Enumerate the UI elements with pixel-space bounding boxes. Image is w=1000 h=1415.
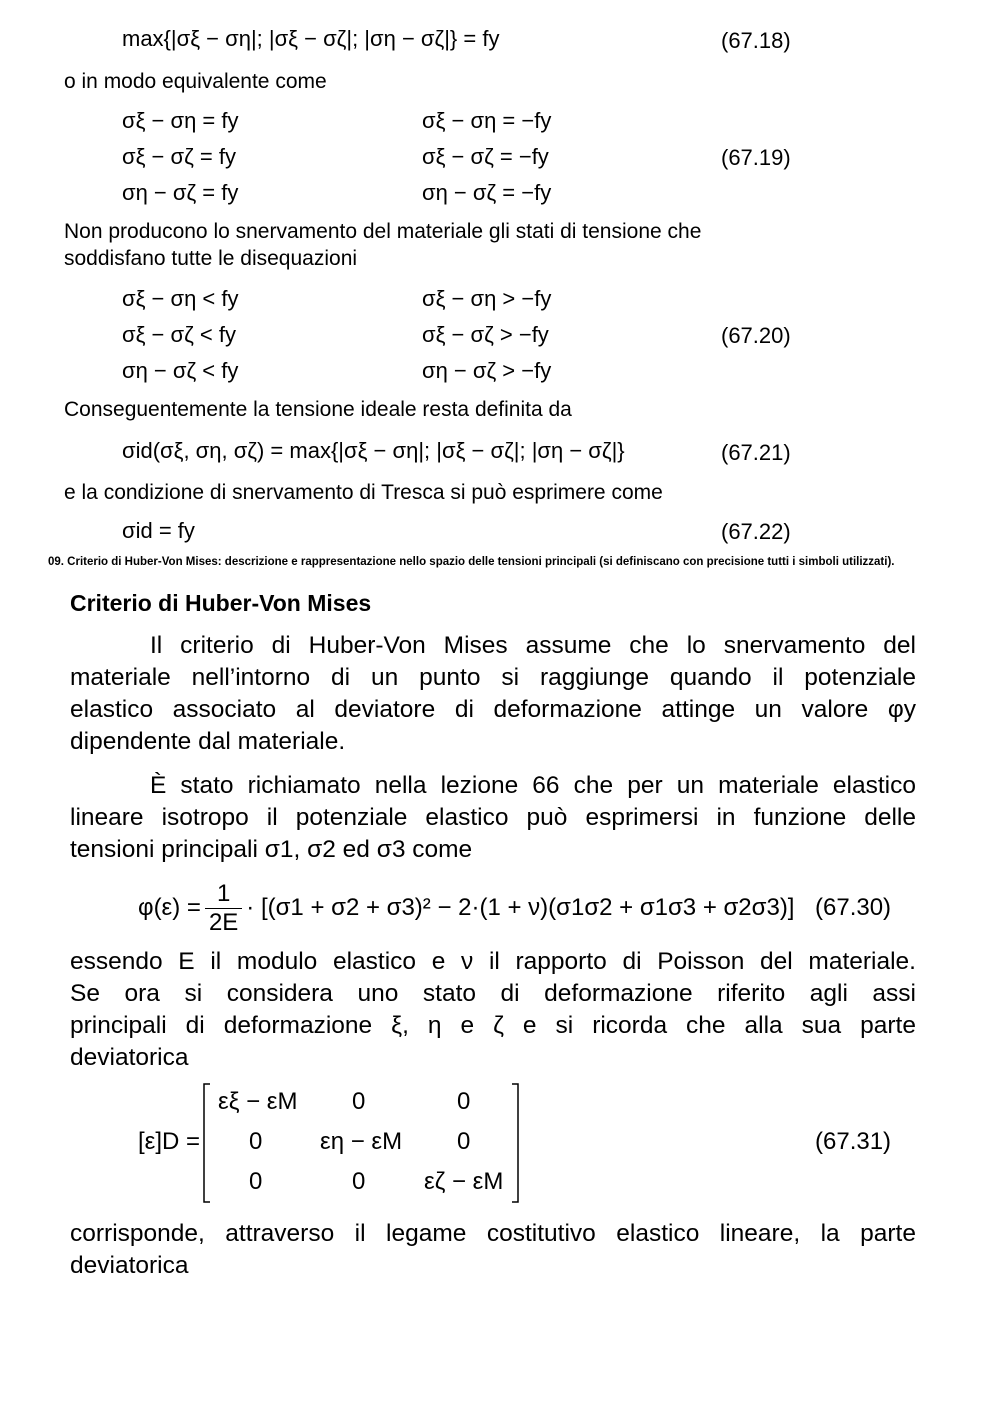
paragraph-2-line-1: È stato richiamato nella lezione 66 che per un materiale elastico [150,772,916,799]
paragraph-2 [70,770,916,866]
paragraph-2-line-3: tensioni principali σ1, σ2 ed σ3 come [70,836,473,863]
matrix-cell-2-1: 0 [249,1128,263,1155]
equation-number-67-19: (67.19) [721,145,791,170]
equation-67-19-left-3: ση − σζ = fy [122,180,239,205]
equation-67-18: max{|σξ − ση|; |σξ − σζ|; |ση − σζ|} = fy [122,26,500,51]
text-non-producono-1: Non producono lo snervamento del materiale gli stati di tensione che [64,220,702,243]
equation-67-30-rhs: · [(σ1 + σ2 + σ3)² − 2·(1 + ν)(σ1σ2 + σ1σ3 + σ2σ3)] [246,894,795,921]
text-conseguentemente: Conseguentemente la tensione ideale resta definita da [64,398,572,421]
paragraph-1-line-1: Il criterio di Huber-Von Mises assume che lo snervamento del [150,632,916,659]
equation-number-67-31: (67.31) [815,1128,892,1155]
equation-67-30-denominator: 2E [208,908,239,936]
equation-number-67-20: (67.20) [721,323,791,348]
question-09: 09. Criterio di Huber-Von Mises: descrizione e rappresentazione nello spazio delle tensioni principali (si definiscano con precisione tutti i simboli utilizzati). [48,556,895,568]
matrix-cell-3-3: εζ − εM [424,1168,504,1195]
equation-67-20-left-2: σξ − σζ < fy [122,322,236,347]
equation-67-20-right-2: σξ − σζ > −fy [422,322,549,347]
equation-67-31-lhs: [ε]D = [138,1128,201,1155]
paragraph-4-line-2: deviatorica [70,1252,189,1279]
equation-67-19-right-2: σξ − σζ = −fy [422,144,549,169]
paragraph-3-line-1: essendo E il modulo elastico e ν il rapporto di Poisson del materiale. [70,948,916,975]
equation-67-20-left-3: ση − σζ < fy [122,358,239,383]
equation-67-21: σid(σξ, ση, σζ) = max{|σξ − ση|; |σξ − σζ|; |ση − σζ|} [122,438,625,463]
equation-67-19-left-2: σξ − σζ = fy [122,144,236,169]
equation-number-67-30: (67.30) [815,894,892,921]
equation-67-22: σid = fy [122,518,195,543]
paragraph-3-line-4: deviatorica [70,1044,189,1071]
paragraph-1-line-4: dipendente dal materiale. [70,728,346,755]
text-tresca: e la condizione di snervamento di Tresca si può esprimere come [64,481,663,504]
equation-67-30-numerator: 1 [205,880,242,909]
equation-67-30-lhs: φ(ε) = [138,894,201,921]
matrix-cell-2-3: 0 [457,1128,471,1155]
equation-number-67-22: (67.22) [721,519,791,544]
paragraph-3-line-3: principali di deformazione ξ, η e ζ e si ricorda che alla sua parte [70,1012,916,1039]
equation-67-20-right-1: σξ − ση > −fy [422,286,552,311]
text-non-producono-2: soddisfano tutte le disequazioni [64,247,358,270]
paragraph-4 [70,1218,916,1282]
section-title: Criterio di Huber-Von Mises [70,590,372,616]
matrix-cell-1-2: 0 [352,1088,366,1115]
equation-67-19-left-1: σξ − ση = fy [122,108,239,133]
paragraph-2-line-2: lineare isotropo il potenziale elastico può esprimersi in funzione delle [70,804,916,831]
equation-67-30-fraction [205,880,242,937]
equation-number-67-18: (67.18) [721,28,791,53]
matrix-cell-3-1: 0 [249,1168,263,1195]
matrix-cell-3-2: 0 [352,1168,366,1195]
paragraph-1 [70,630,916,758]
equation-number-67-21: (67.21) [721,440,791,465]
text-equivalente: o in modo equivalente come [64,70,327,93]
equation-67-19-right-1: σξ − ση = −fy [422,108,552,133]
paragraph-3-line-2: Se ora si considera uno stato di deformazione riferito agli assi [70,980,916,1007]
paragraph-4-line-1: corrisponde, attraverso il legame costitutivo elastico lineare, la parte [70,1220,916,1247]
equation-67-20-right-3: ση − σζ > −fy [422,358,552,383]
equation-67-20-left-1: σξ − ση < fy [122,286,239,311]
matrix-cell-1-3: 0 [457,1088,471,1115]
paragraph-1-line-2: materiale nell’intorno di un punto si raggiunge quando il potenziale [70,664,916,691]
paragraph-3 [70,946,916,1074]
matrix-cell-2-2: εη − εM [320,1128,403,1155]
equation-67-19-right-3: ση − σζ = −fy [422,180,552,205]
paragraph-1-line-3: elastico associato al deviatore di deformazione attinge un valore φy [70,696,916,723]
matrix-cell-1-1: εξ − εM [218,1088,298,1115]
equation-67-30 [138,872,794,944]
